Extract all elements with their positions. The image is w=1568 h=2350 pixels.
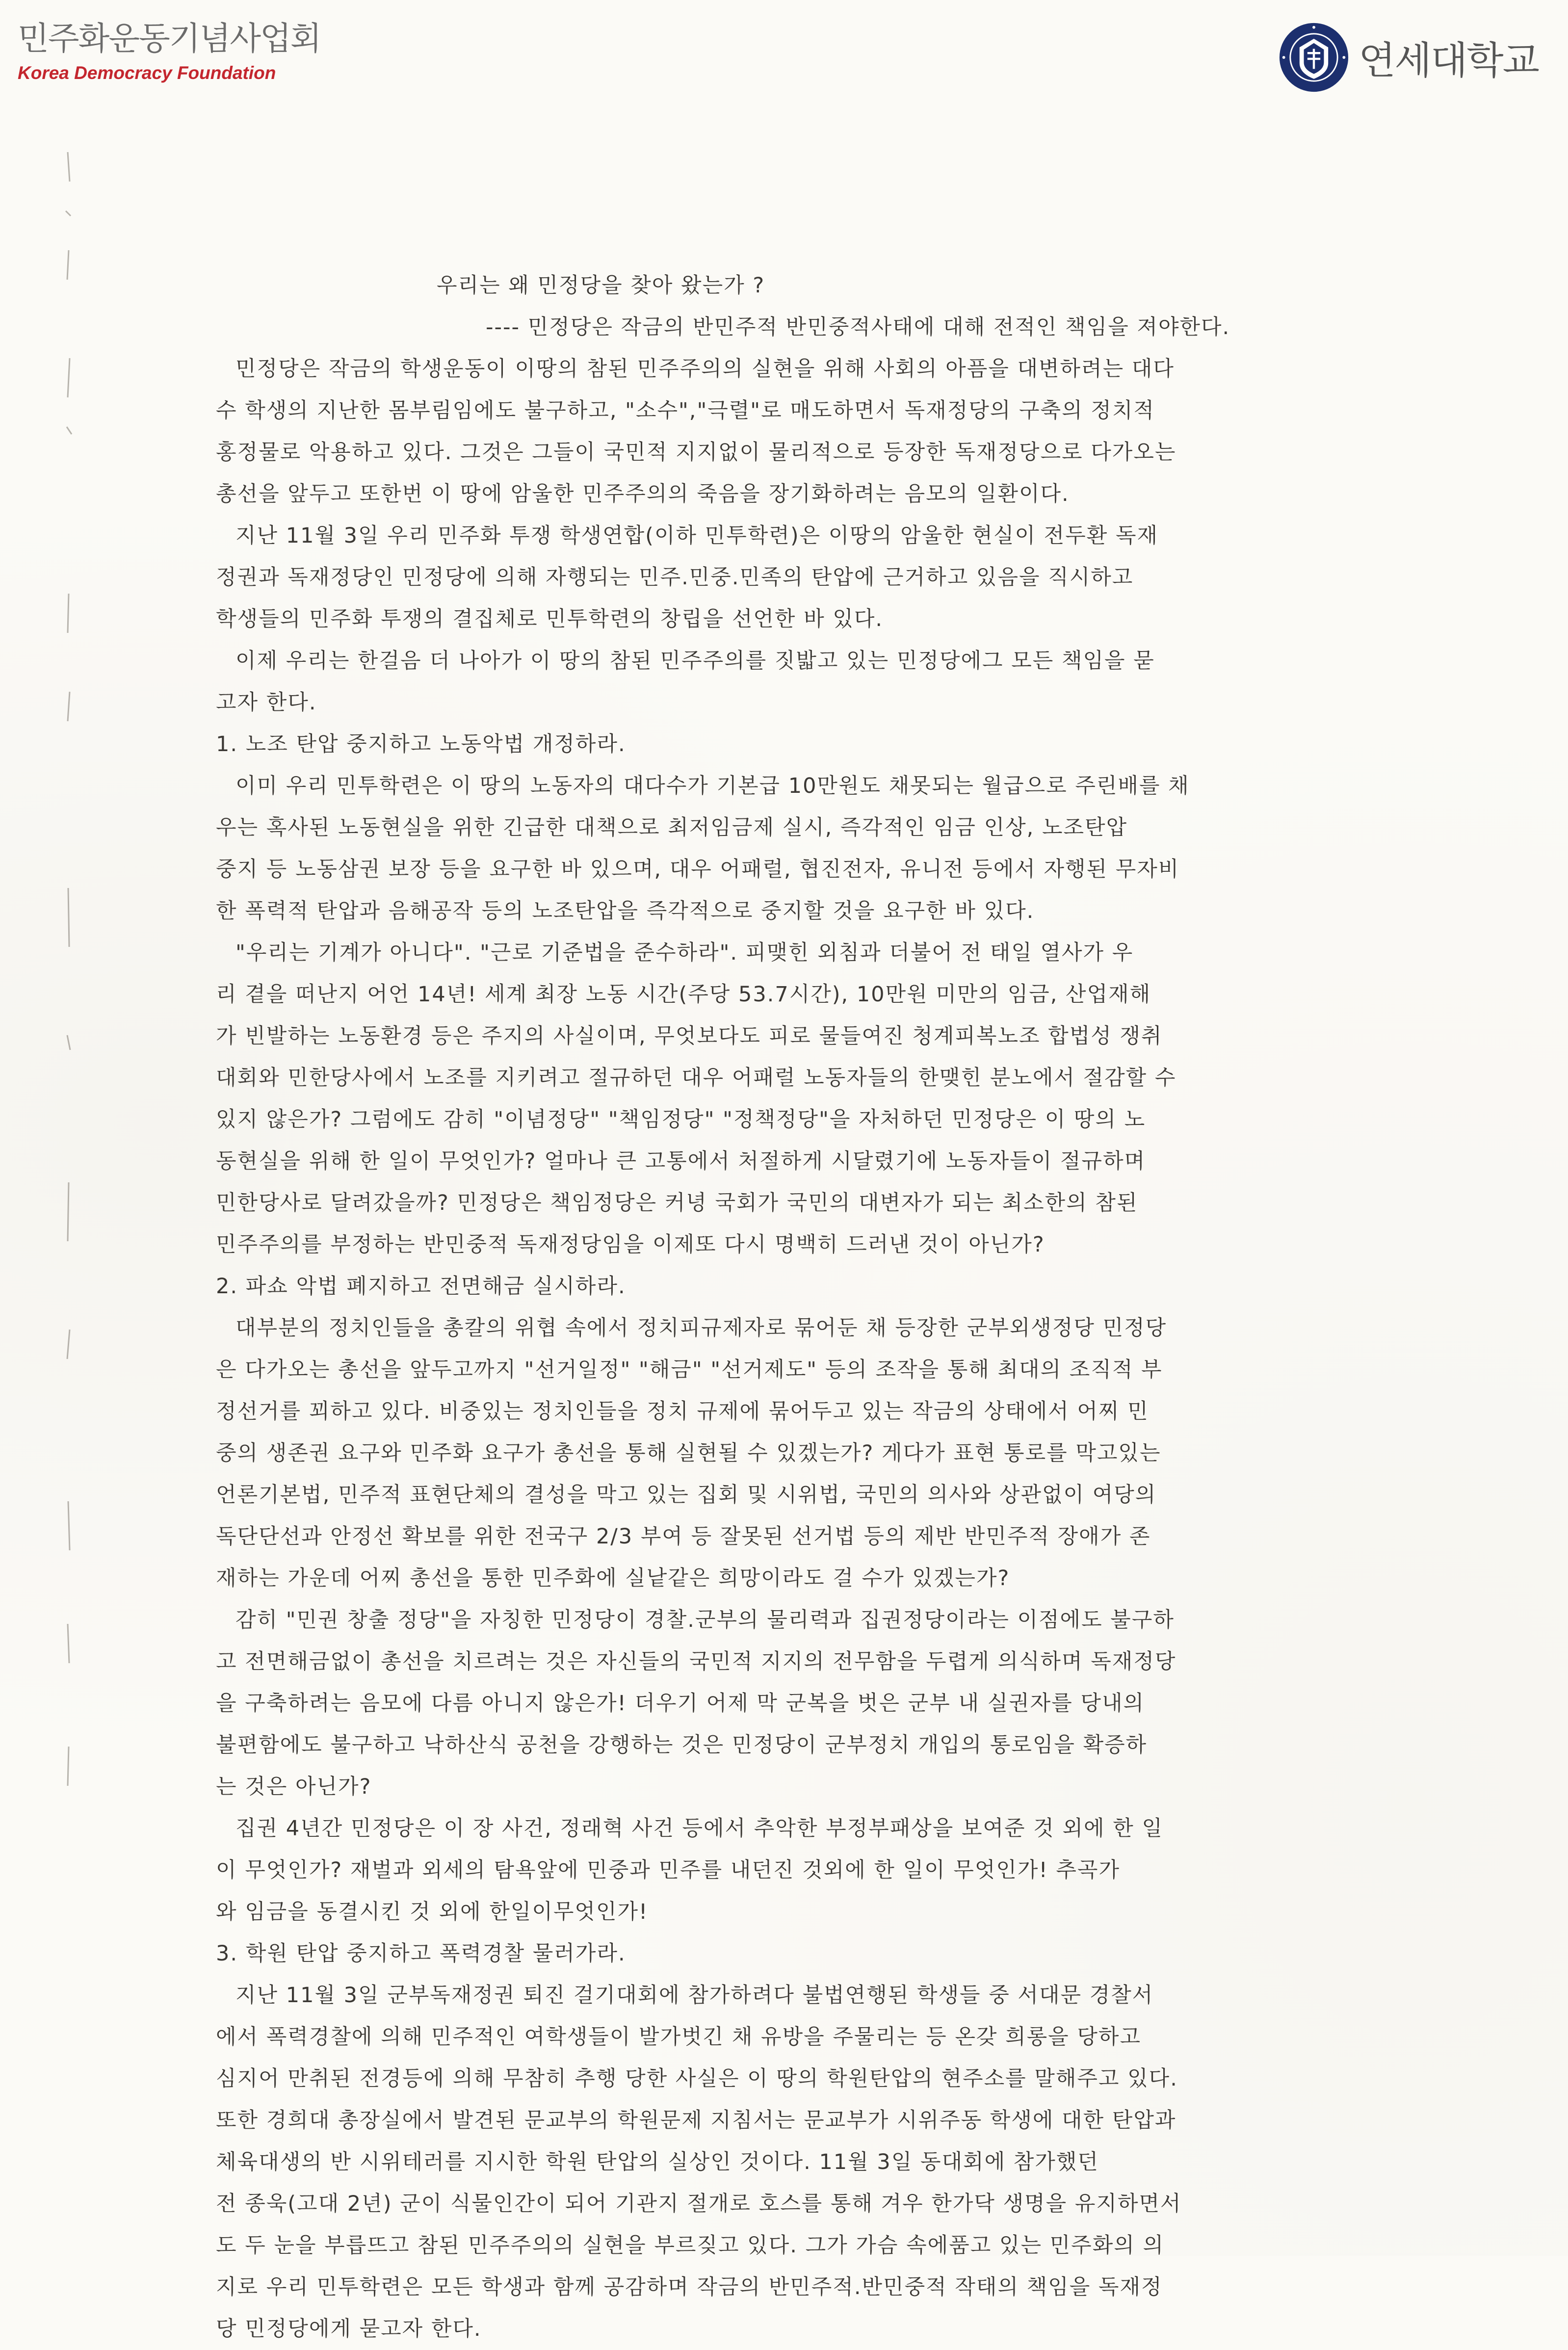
body-line: 는 것은 아닌가?: [216, 1775, 372, 1799]
body-line: 체육대생의 반 시위테러를 지시한 학원 탄압의 실상인 것이다. 11월 3일 동대회에 참가했던: [216, 2150, 1099, 2174]
body-line: 우는 혹사된 노동현실을 위한 긴급한 대책으로 최저임금제 실시, 즉각적인 임금 인상, 노조탄압: [216, 815, 1128, 840]
body-line: 언론기본법, 민주적 표현단체의 결성을 막고 있는 집회 및 시위법, 국민의 의사와 상관없이 여당의: [216, 1483, 1157, 1507]
body-line: 리 곁을 떠난지 어언 14년! 세계 최장 노동 시간(주당 53.7시간), 10만원 미만의 임금, 산업재해: [216, 982, 1151, 1007]
body-line: 민한당사로 달려갔을까? 민정당은 책임정당은 커녕 국회가 국민의 대변자가 되는 최소한의 참된: [216, 1191, 1138, 1215]
body-line: 을 구축하려는 음모에 다름 아니지 않은가! 더우기 어제 막 군복을 벗은 군부 내 실권자를 당내의: [216, 1691, 1145, 1716]
section-heading: 2. 파쇼 악법 폐지하고 전면해금 실시하라.: [216, 1274, 626, 1299]
body-line: 지로 우리 민투학련은 모든 학생과 함께 공감하며 작금의 반민주적.반민중적 작태의 책임을 독재정: [216, 2275, 1163, 2299]
yonsei-university-seal-icon: [1278, 22, 1350, 93]
body-line: 이미 우리 민투학련은 이 땅의 노동자의 대다수가 기본급 10만원도 채못되는 월급으로 주린배를 채: [235, 774, 1190, 798]
body-line: 중지 등 노동삼권 보장 등을 요구한 바 있으며, 대우 어패럴, 협진전자, 유니전 등에서 자행된 무자비: [216, 857, 1180, 882]
body-line: 고 전면해금없이 총선을 치르려는 것은 자신들의 국민적 지지의 전무함을 두렵게 의식하며 독재정당: [216, 1649, 1176, 1674]
body-line: 고자 한다.: [216, 690, 317, 715]
university-name: 연세대학교: [1359, 39, 1539, 83]
body-line: 지난 11월 3일 군부독재정권 퇴진 걸기대회에 참가하려다 불법연행된 학생들 중 서대문 경찰서: [235, 1983, 1154, 2008]
body-line: 전 종욱(고대 2년) 군이 식물인간이 되어 기관지 절개로 호스를 통해 겨우 한가닥 생명을 유지하면서: [216, 2192, 1182, 2216]
leaflet-title: 우리는 왜 민정당을 찾아 왔는가 ?: [437, 273, 765, 298]
body-line: "우리는 기계가 아니다". "근로 기준법을 준수하라". 피맺힌 외침과 더불어 전 태일 열사가 우: [235, 940, 1134, 965]
body-line: 에서 폭력경찰에 의해 민주적인 여학생들이 발가벗긴 채 유방을 주물리는 등 온갖 희롱을 당하고: [216, 2025, 1142, 2049]
university-watermark: [1278, 22, 1539, 93]
section-heading: 1. 노조 탄압 중지하고 노동악법 개정하라.: [216, 732, 626, 757]
body-line: 대회와 민한당사에서 노조를 지키려고 절규하던 대우 어패럴 노동자들의 한맺힌 분노에서 절감할 수: [216, 1066, 1176, 1090]
body-line: 한 폭력적 탄압과 음해공작 등의 노조탄압을 즉각적으로 중지할 것을 요구한 바 있다.: [216, 899, 1035, 923]
body-line: 민정당은 작금의 학생운동이 이땅의 참된 민주주의의 실현을 위해 사회의 아픔을 대변하려는 대다: [235, 357, 1175, 381]
foundation-name-english: Korea Democracy Foundation: [18, 63, 276, 83]
body-line: 총선을 앞두고 또한번 이 땅에 암울한 민주주의의 죽음을 장기화하려는 음모의 일환이다.: [216, 482, 1070, 506]
body-line: 중의 생존권 요구와 민주화 요구가 총선을 통해 실현될 수 있겠는가? 게다가 표현 통로를 막고있는: [216, 1441, 1161, 1465]
body-line: 이 무엇인가? 재벌과 외세의 탐욕앞에 민중과 민주를 내던진 것외에 한 일이 무엇인가! 추곡가: [216, 1858, 1120, 1882]
body-line: 재하는 가운데 어찌 총선을 통한 민주화에 실낱같은 희망이라도 걸 수가 있겠는가?: [216, 1566, 1010, 1591]
body-line: 수 학생의 지난한 몸부림임에도 불구하고, "소수","극렬"로 매도하면서 독재정당의 구축의 정치적: [216, 398, 1155, 423]
body-line: 심지어 만취된 전경등에 의해 무참히 추행 당한 사실은 이 땅의 학원탄압의 현주소를 말해주고 있다.: [216, 2066, 1178, 2091]
body-line: 정선거를 꾀하고 있다. 비중있는 정치인들을 정치 규제에 묶어두고 있는 작금의 상태에서 어찌 민: [216, 1399, 1149, 1424]
body-line: 가 빈발하는 노동환경 등은 주지의 사실이며, 무엇보다도 피로 물들여진 청계피복노조 합법성 쟁취: [216, 1024, 1163, 1048]
leaflet-subtitle: ---- 민정당은 작금의 반민주적 반민중적사태에 대해 전적인 책임을 져야한다.: [486, 315, 1230, 339]
body-line: 있지 않은가? 그럼에도 감히 "이념정당" "책임정당" "정책정당"을 자처하던 민정당은 이 땅의 노: [216, 1107, 1146, 1132]
body-line: 은 다가오는 총선을 앞두고까지 "선거일정" "해금" "선거제도" 등의 조작을 통해 최대의 조직적 부: [216, 1358, 1163, 1382]
body-line: 동현실을 위해 한 일이 무엇인가? 얼마나 큰 고통에서 처절하게 시달렸기에 노동자들이 절규하며: [216, 1149, 1146, 1174]
body-line: 집권 4년간 민정당은 이 장 사건, 정래혁 사건 등에서 추악한 부정부패상을 보여준 것 외에 한 일: [235, 1816, 1163, 1841]
body-line: 지난 11월 3일 우리 민주화 투쟁 학생연합(이하 민투학련)은 이땅의 암울한 현실이 전두환 독재: [235, 523, 1159, 548]
body-line: 당 민정당에게 묻고자 한다.: [216, 2317, 482, 2341]
body-line: 불편함에도 불구하고 낙하산식 공천을 강행하는 것은 민정당이 군부정치 개입의 통로임을 확증하: [216, 1733, 1148, 1757]
body-line: 도 두 눈을 부릅뜨고 참된 민주주의의 실현을 부르짖고 있다. 그가 가슴 속에품고 있는 민주화의 의: [216, 2233, 1165, 2258]
body-line: 정권과 독재정당인 민정당에 의해 자행되는 민주.민중.민족의 탄압에 근거하고 있음을 직시하고: [216, 565, 1134, 590]
foundation-watermark: [18, 20, 321, 83]
body-line: 와 임금을 동결시킨 것 외에 한일이무엇인가!: [216, 1900, 649, 1924]
body-line: 대부분의 정치인들을 총칼의 위협 속에서 정치피규제자로 묶어둔 채 등장한 군부외생정당 민정당: [235, 1316, 1167, 1340]
body-line: 감히 "민권 창출 정당"을 자칭한 민정당이 경찰.군부의 물리력과 집권정당이라는 이점에도 불구하: [235, 1608, 1175, 1632]
section-heading: 3. 학원 탄압 중지하고 폭력경찰 물러가라.: [216, 1941, 626, 1966]
scan-edge-marks: [59, 152, 78, 1820]
body-line: 또한 경희대 총장실에서 발견된 문교부의 학원문제 지침서는 문교부가 시위주동 학생에 대한 탄압과: [216, 2108, 1176, 2133]
body-line: 이제 우리는 한걸음 더 나아가 이 땅의 참된 민주주의를 짓밟고 있는 민정당에그 모든 책임을 묻: [235, 649, 1155, 673]
leaflet-document: [216, 265, 1369, 2350]
foundation-name-korean: 민주화운동기념사업회: [18, 20, 321, 57]
body-line: 홍정물로 악용하고 있다. 그것은 그들이 국민적 지지없이 물리적으로 등장한 독재정당으로 다가오는: [216, 440, 1176, 465]
body-line: 학생들의 민주화 투쟁의 결집체로 민투학련의 창립을 선언한 바 있다.: [216, 607, 884, 631]
body-line: 민주주의를 부정하는 반민중적 독재정당임을 이제또 다시 명백히 드러낸 것이 아닌가?: [216, 1232, 1045, 1257]
body-line: 독단단선과 안정선 확보를 위한 전국구 2/3 부여 등 잘못된 선거법 등의 제반 반민주적 장애가 존: [216, 1524, 1151, 1549]
